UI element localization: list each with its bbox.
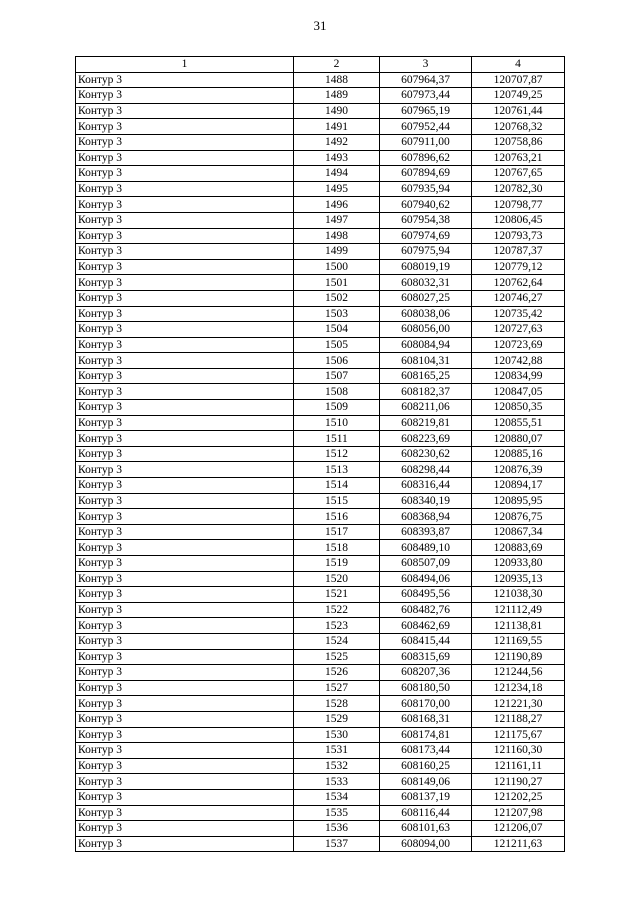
- point-number-cell: 1501: [294, 275, 380, 291]
- x-coordinate-cell: 607974,69: [380, 228, 472, 244]
- x-coordinate-cell: 608207,36: [380, 665, 472, 681]
- point-number-cell: 1519: [294, 556, 380, 572]
- x-coordinate-cell: 607964,37: [380, 72, 472, 88]
- contour-name-cell: Контур 3: [76, 275, 294, 291]
- y-coordinate-cell: 120742,88: [472, 353, 565, 369]
- contour-name-cell: Контур 3: [76, 72, 294, 88]
- y-coordinate-cell: 120855,51: [472, 415, 565, 431]
- contour-name-cell: Контур 3: [76, 400, 294, 416]
- table-row: [76, 384, 565, 400]
- point-number-cell: 1490: [294, 103, 380, 119]
- contour-name-cell: Контур 3: [76, 540, 294, 556]
- coordinates-table: [75, 56, 565, 852]
- contour-name-cell: Контур 3: [76, 571, 294, 587]
- table-row: [76, 337, 565, 353]
- point-number-cell: 1510: [294, 415, 380, 431]
- point-number-cell: 1527: [294, 680, 380, 696]
- table-row: [76, 244, 565, 260]
- contour-name-cell: Контур 3: [76, 322, 294, 338]
- table-row: [76, 431, 565, 447]
- contour-name-cell: Контур 3: [76, 618, 294, 634]
- x-coordinate-cell: 607952,44: [380, 119, 472, 135]
- contour-name-cell: Контур 3: [76, 244, 294, 260]
- x-coordinate-cell: 608116,44: [380, 805, 472, 821]
- contour-name-cell: Контур 3: [76, 134, 294, 150]
- point-number-cell: 1535: [294, 805, 380, 821]
- x-coordinate-cell: 608507,09: [380, 556, 472, 572]
- table-row: [76, 150, 565, 166]
- x-coordinate-cell: 608462,69: [380, 618, 472, 634]
- x-coordinate-cell: 608032,31: [380, 275, 472, 291]
- table-row: [76, 478, 565, 494]
- contour-name-cell: Контур 3: [76, 509, 294, 525]
- x-coordinate-cell: 608495,56: [380, 587, 472, 603]
- contour-name-cell: Контур 3: [76, 680, 294, 696]
- y-coordinate-cell: 120746,27: [472, 290, 565, 306]
- table-row: [76, 212, 565, 228]
- x-coordinate-cell: 608137,19: [380, 789, 472, 805]
- x-coordinate-cell: 608038,06: [380, 306, 472, 322]
- y-coordinate-cell: 121160,30: [472, 743, 565, 759]
- table-row: [76, 774, 565, 790]
- y-coordinate-cell: 120850,35: [472, 400, 565, 416]
- point-number-cell: 1529: [294, 711, 380, 727]
- y-coordinate-cell: 120749,25: [472, 88, 565, 104]
- contour-name-cell: Контур 3: [76, 727, 294, 743]
- y-coordinate-cell: 120758,86: [472, 134, 565, 150]
- column-header: 1: [76, 57, 294, 73]
- table-row: [76, 228, 565, 244]
- contour-name-cell: Контур 3: [76, 478, 294, 494]
- table-row: [76, 711, 565, 727]
- point-number-cell: 1528: [294, 696, 380, 712]
- contour-name-cell: Контур 3: [76, 197, 294, 213]
- y-coordinate-cell: 120933,80: [472, 556, 565, 572]
- contour-name-cell: Контур 3: [76, 524, 294, 540]
- x-coordinate-cell: 608223,69: [380, 431, 472, 447]
- x-coordinate-cell: 608094,00: [380, 836, 472, 852]
- table-row: [76, 368, 565, 384]
- table-row: [76, 821, 565, 837]
- y-coordinate-cell: 120834,99: [472, 368, 565, 384]
- x-coordinate-cell: 607935,94: [380, 181, 472, 197]
- point-number-cell: 1526: [294, 665, 380, 681]
- y-coordinate-cell: 121234,18: [472, 680, 565, 696]
- table-row: [76, 649, 565, 665]
- y-coordinate-cell: 121202,25: [472, 789, 565, 805]
- y-coordinate-cell: 120779,12: [472, 259, 565, 275]
- column-header: 2: [294, 57, 380, 73]
- contour-name-cell: Контур 3: [76, 602, 294, 618]
- table-row: [76, 103, 565, 119]
- contour-name-cell: Контур 3: [76, 88, 294, 104]
- y-coordinate-cell: 121244,56: [472, 665, 565, 681]
- table-row: [76, 353, 565, 369]
- table-row: [76, 290, 565, 306]
- x-coordinate-cell: 608165,25: [380, 368, 472, 384]
- y-coordinate-cell: 120767,65: [472, 166, 565, 182]
- contour-name-cell: Контур 3: [76, 774, 294, 790]
- x-coordinate-cell: 608230,62: [380, 446, 472, 462]
- point-number-cell: 1517: [294, 524, 380, 540]
- contour-name-cell: Контур 3: [76, 711, 294, 727]
- table-row: [76, 789, 565, 805]
- x-coordinate-cell: 607896,62: [380, 150, 472, 166]
- table-row: [76, 696, 565, 712]
- x-coordinate-cell: 608160,25: [380, 758, 472, 774]
- y-coordinate-cell: 120806,45: [472, 212, 565, 228]
- x-coordinate-cell: 608182,37: [380, 384, 472, 400]
- contour-name-cell: Контур 3: [76, 649, 294, 665]
- y-coordinate-cell: 121190,27: [472, 774, 565, 790]
- y-coordinate-cell: 120762,64: [472, 275, 565, 291]
- y-coordinate-cell: 120727,63: [472, 322, 565, 338]
- contour-name-cell: Контур 3: [76, 290, 294, 306]
- contour-name-cell: Контур 3: [76, 836, 294, 852]
- y-coordinate-cell: 120735,42: [472, 306, 565, 322]
- point-number-cell: 1503: [294, 306, 380, 322]
- point-number-cell: 1534: [294, 789, 380, 805]
- y-coordinate-cell: 120894,17: [472, 478, 565, 494]
- x-coordinate-cell: 608019,19: [380, 259, 472, 275]
- point-number-cell: 1536: [294, 821, 380, 837]
- contour-name-cell: Контур 3: [76, 743, 294, 759]
- y-coordinate-cell: 120885,16: [472, 446, 565, 462]
- point-number-cell: 1491: [294, 119, 380, 135]
- contour-name-cell: Контур 3: [76, 228, 294, 244]
- point-number-cell: 1521: [294, 587, 380, 603]
- table-row: [76, 727, 565, 743]
- point-number-cell: 1518: [294, 540, 380, 556]
- x-coordinate-cell: 608168,31: [380, 711, 472, 727]
- point-number-cell: 1537: [294, 836, 380, 852]
- contour-name-cell: Контур 3: [76, 665, 294, 681]
- y-coordinate-cell: 120880,07: [472, 431, 565, 447]
- x-coordinate-cell: 607973,44: [380, 88, 472, 104]
- table-row: [76, 665, 565, 681]
- point-number-cell: 1515: [294, 493, 380, 509]
- table-row: [76, 758, 565, 774]
- x-coordinate-cell: 607911,00: [380, 134, 472, 150]
- point-number-cell: 1497: [294, 212, 380, 228]
- y-coordinate-cell: 121190,89: [472, 649, 565, 665]
- point-number-cell: 1494: [294, 166, 380, 182]
- point-number-cell: 1488: [294, 72, 380, 88]
- y-coordinate-cell: 121188,27: [472, 711, 565, 727]
- point-number-cell: 1496: [294, 197, 380, 213]
- table-row: [76, 462, 565, 478]
- table-row: [76, 400, 565, 416]
- x-coordinate-cell: 608104,31: [380, 353, 472, 369]
- table-row: [76, 134, 565, 150]
- point-number-cell: 1511: [294, 431, 380, 447]
- contour-name-cell: Контур 3: [76, 212, 294, 228]
- y-coordinate-cell: 120847,05: [472, 384, 565, 400]
- y-coordinate-cell: 121038,30: [472, 587, 565, 603]
- table-row: [76, 166, 565, 182]
- contour-name-cell: Контур 3: [76, 384, 294, 400]
- table-row: [76, 322, 565, 338]
- point-number-cell: 1533: [294, 774, 380, 790]
- point-number-cell: 1514: [294, 478, 380, 494]
- y-coordinate-cell: 120876,75: [472, 509, 565, 525]
- contour-name-cell: Контур 3: [76, 166, 294, 182]
- point-number-cell: 1505: [294, 337, 380, 353]
- contour-name-cell: Контур 3: [76, 696, 294, 712]
- x-coordinate-cell: 608393,87: [380, 524, 472, 540]
- contour-name-cell: Контур 3: [76, 821, 294, 837]
- point-number-cell: 1495: [294, 181, 380, 197]
- x-coordinate-cell: 607975,94: [380, 244, 472, 260]
- point-number-cell: 1508: [294, 384, 380, 400]
- point-number-cell: 1524: [294, 633, 380, 649]
- point-number-cell: 1522: [294, 602, 380, 618]
- contour-name-cell: Контур 3: [76, 306, 294, 322]
- x-coordinate-cell: 608298,44: [380, 462, 472, 478]
- y-coordinate-cell: 120935,13: [472, 571, 565, 587]
- y-coordinate-cell: 120723,69: [472, 337, 565, 353]
- y-coordinate-cell: 120876,39: [472, 462, 565, 478]
- contour-name-cell: Контур 3: [76, 587, 294, 603]
- contour-name-cell: Контур 3: [76, 337, 294, 353]
- contour-name-cell: Контур 3: [76, 446, 294, 462]
- table-row: [76, 72, 565, 88]
- y-coordinate-cell: 120763,21: [472, 150, 565, 166]
- x-coordinate-cell: 608494,06: [380, 571, 472, 587]
- x-coordinate-cell: 607965,19: [380, 103, 472, 119]
- table-row: [76, 556, 565, 572]
- table-row: [76, 181, 565, 197]
- table-row: [76, 805, 565, 821]
- table-row: [76, 540, 565, 556]
- x-coordinate-cell: 608211,06: [380, 400, 472, 416]
- point-number-cell: 1489: [294, 88, 380, 104]
- point-number-cell: 1500: [294, 259, 380, 275]
- table-row: [76, 509, 565, 525]
- y-coordinate-cell: 121207,98: [472, 805, 565, 821]
- y-coordinate-cell: 120782,30: [472, 181, 565, 197]
- point-number-cell: 1509: [294, 400, 380, 416]
- y-coordinate-cell: 120707,87: [472, 72, 565, 88]
- point-number-cell: 1504: [294, 322, 380, 338]
- contour-name-cell: Контур 3: [76, 353, 294, 369]
- point-number-cell: 1493: [294, 150, 380, 166]
- page-number: 31: [313, 18, 327, 33]
- contour-name-cell: Контур 3: [76, 181, 294, 197]
- x-coordinate-cell: 608149,06: [380, 774, 472, 790]
- contour-name-cell: Контур 3: [76, 431, 294, 447]
- point-number-cell: 1523: [294, 618, 380, 634]
- contour-name-cell: Контур 3: [76, 493, 294, 509]
- y-coordinate-cell: 121138,81: [472, 618, 565, 634]
- table-header-row: [76, 57, 565, 73]
- contour-name-cell: Контур 3: [76, 789, 294, 805]
- y-coordinate-cell: 120787,37: [472, 244, 565, 260]
- x-coordinate-cell: 608027,25: [380, 290, 472, 306]
- y-coordinate-cell: 121206,07: [472, 821, 565, 837]
- y-coordinate-cell: 121221,30: [472, 696, 565, 712]
- table-row: [76, 836, 565, 852]
- table-row: [76, 587, 565, 603]
- contour-name-cell: Контур 3: [76, 259, 294, 275]
- x-coordinate-cell: 608170,00: [380, 696, 472, 712]
- contour-name-cell: Контур 3: [76, 633, 294, 649]
- contour-name-cell: Контур 3: [76, 368, 294, 384]
- table-row: [76, 306, 565, 322]
- table-row: [76, 197, 565, 213]
- table-row: [76, 88, 565, 104]
- point-number-cell: 1531: [294, 743, 380, 759]
- x-coordinate-cell: 608316,44: [380, 478, 472, 494]
- contour-name-cell: Контур 3: [76, 805, 294, 821]
- table-row: [76, 119, 565, 135]
- x-coordinate-cell: 607894,69: [380, 166, 472, 182]
- x-coordinate-cell: 608180,50: [380, 680, 472, 696]
- x-coordinate-cell: 607954,38: [380, 212, 472, 228]
- x-coordinate-cell: 608101,63: [380, 821, 472, 837]
- y-coordinate-cell: 120895,95: [472, 493, 565, 509]
- x-coordinate-cell: 607940,62: [380, 197, 472, 213]
- point-number-cell: 1520: [294, 571, 380, 587]
- table-row: [76, 680, 565, 696]
- table-row: [76, 618, 565, 634]
- point-number-cell: 1502: [294, 290, 380, 306]
- table-row: [76, 602, 565, 618]
- contour-name-cell: Контур 3: [76, 150, 294, 166]
- x-coordinate-cell: 608173,44: [380, 743, 472, 759]
- y-coordinate-cell: 121161,11: [472, 758, 565, 774]
- column-header: 3: [380, 57, 472, 73]
- x-coordinate-cell: 608084,94: [380, 337, 472, 353]
- y-coordinate-cell: 120761,44: [472, 103, 565, 119]
- contour-name-cell: Контур 3: [76, 415, 294, 431]
- table-row: [76, 493, 565, 509]
- contour-name-cell: Контур 3: [76, 103, 294, 119]
- x-coordinate-cell: 608056,00: [380, 322, 472, 338]
- y-coordinate-cell: 120883,69: [472, 540, 565, 556]
- point-number-cell: 1506: [294, 353, 380, 369]
- table-row: [76, 633, 565, 649]
- x-coordinate-cell: 608315,69: [380, 649, 472, 665]
- x-coordinate-cell: 608489,10: [380, 540, 472, 556]
- y-coordinate-cell: 120768,32: [472, 119, 565, 135]
- y-coordinate-cell: 121175,67: [472, 727, 565, 743]
- point-number-cell: 1513: [294, 462, 380, 478]
- table-row: [76, 571, 565, 587]
- x-coordinate-cell: 608415,44: [380, 633, 472, 649]
- table-row: [76, 275, 565, 291]
- point-number-cell: 1516: [294, 509, 380, 525]
- table-row: [76, 524, 565, 540]
- point-number-cell: 1532: [294, 758, 380, 774]
- column-header: 4: [472, 57, 565, 73]
- point-number-cell: 1512: [294, 446, 380, 462]
- contour-name-cell: Контур 3: [76, 758, 294, 774]
- contour-name-cell: Контур 3: [76, 119, 294, 135]
- y-coordinate-cell: 121112,49: [472, 602, 565, 618]
- x-coordinate-cell: 608174,81: [380, 727, 472, 743]
- point-number-cell: 1492: [294, 134, 380, 150]
- contour-name-cell: Контур 3: [76, 462, 294, 478]
- x-coordinate-cell: 608482,76: [380, 602, 472, 618]
- table-row: [76, 415, 565, 431]
- y-coordinate-cell: 120793,73: [472, 228, 565, 244]
- y-coordinate-cell: 120798,77: [472, 197, 565, 213]
- point-number-cell: 1525: [294, 649, 380, 665]
- point-number-cell: 1507: [294, 368, 380, 384]
- table-row: [76, 743, 565, 759]
- point-number-cell: 1498: [294, 228, 380, 244]
- table-row: [76, 259, 565, 275]
- x-coordinate-cell: 608368,94: [380, 509, 472, 525]
- point-number-cell: 1530: [294, 727, 380, 743]
- table-row: [76, 446, 565, 462]
- x-coordinate-cell: 608219,81: [380, 415, 472, 431]
- x-coordinate-cell: 608340,19: [380, 493, 472, 509]
- y-coordinate-cell: 120867,34: [472, 524, 565, 540]
- point-number-cell: 1499: [294, 244, 380, 260]
- y-coordinate-cell: 121211,63: [472, 836, 565, 852]
- y-coordinate-cell: 121169,55: [472, 633, 565, 649]
- contour-name-cell: Контур 3: [76, 556, 294, 572]
